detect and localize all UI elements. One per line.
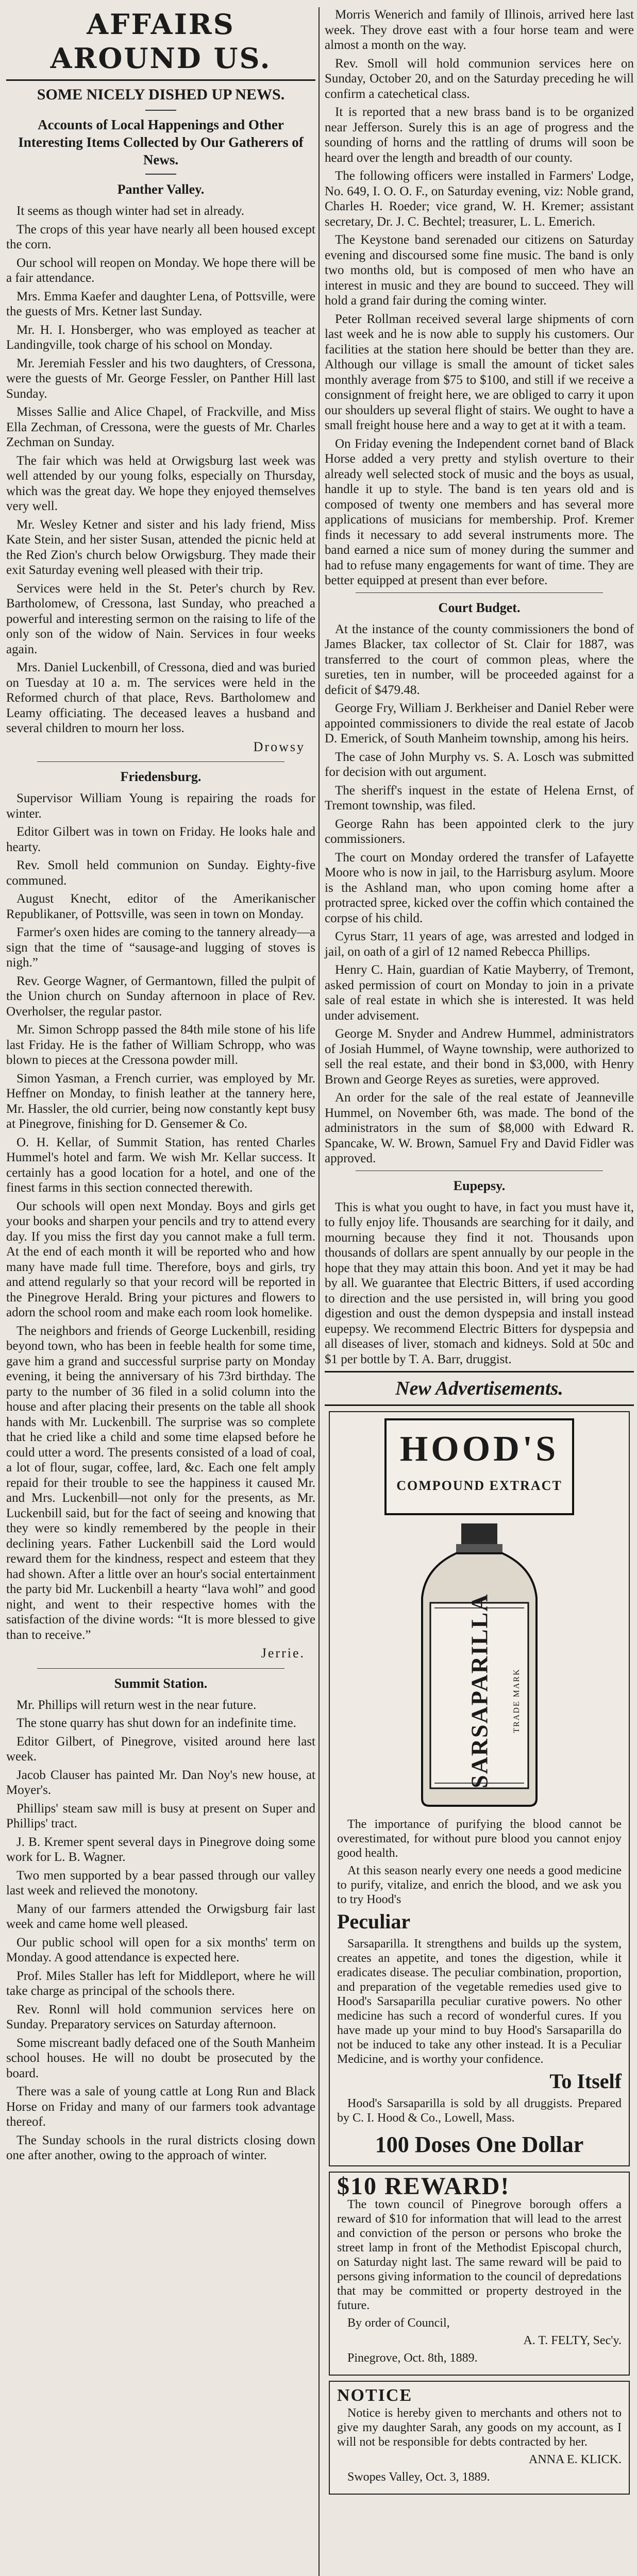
article-paragraph: O. H. Kellar, of Summit Station, has rented Charles Hummel's hotel and farm. We wish Mr. Kellar success. It certainly has a good location for a hotel, and one of the finest farms in this section connected therewith. [6,1135,315,1195]
article-paragraph: Mr. Phillips will return west in the near future. [16,1698,257,1712]
article-paragraph: The sheriff's inquest in the estate of Helena Ernst, of Tremont township, was filed. [325,783,634,812]
divider-tick [145,174,176,175]
article-paragraph: The stone quarry has shut down for an indefinite time. [16,1716,296,1730]
hoods-body-text: At this season nearly every one needs a good medicine to purify, vitalize, and enrich the blood, and we ask you to try Hood's [337,1864,622,1906]
section-heading: Court Budget. [438,600,521,615]
hoods-doses-tagline: 100 Doses One Dollar [375,2132,584,2157]
masthead-subtitle: SOME NICELY DISHED UP NEWS. [37,86,285,103]
article-paragraph: George M. Snyder and Andrew Hummel, administrators of Josiah Hummel, of Wayne township, were authorized to sell the real estate, and their bond in $3,000, with Henry Brown and George Reyes as sureties, were approved. [325,1027,634,1087]
article-paragraph: The Sunday schools in the rural districts closing down one after another, owing to the approach of winter. [6,2133,315,2162]
ads-rule [325,1371,634,1372]
bottle-label-text: SARSAPARILLA [466,1593,493,1788]
hoods-sarsaparilla-ad [329,1411,630,2166]
section-heading: Friedensburg. [120,769,202,784]
article-paragraph: J. B. Kremer spent several days in Pinegrove doing some work for L. B. Wagner. [6,1835,315,1864]
article-paragraph: Editor Gilbert was in town on Friday. He looks hale and hearty. [6,825,315,854]
continued-local-news [325,7,634,588]
notice-signer: ANNA E. KLICK. [529,2453,622,2466]
hoods-body-text: The importance of purifying the blood cannot be overestimated, for without pure blood you cannot enjoy good health. [337,1818,622,1860]
article-paragraph: It seems as though winter had set in already. [16,204,245,218]
panther-valley-section [6,181,315,754]
sarsaparilla-bottle-illustration [394,1520,564,1809]
reward-text: The town council of Pinegrove borough offers a reward of $10 for information that will lead to the arrest and conviction of the person or persons who broke the street lamp in front of the Methodist Episcopal church, on Saturday night last. The same reward will be paid to persons giving information to the council of depredations that may be committed or property destroyed in the future. [337,2197,622,2312]
article-paragraph: Supervisor William Young is repairing the roads for winter. [6,791,315,821]
hoods-logo-box [384,1418,574,1515]
article-paragraph: Our schools will open next Monday. Boys and girls get your books and sharpen your pencils and try to attend every day. If you miss the first day you cannot make a full term. At the end of each month it will be reported who and how many have made full time. Therefore, boys and girls, try and attend regularly so that your record will be reported in the Pinegrove Herald. Bring your pictures and flowers to adorn the school room and make each room look homelike. [6,1199,315,1319]
hoods-brand: HOOD'S [399,1429,559,1469]
article-paragraph: Mr. Jeremiah Fessler and his two daughters, of Cressona, were the guests of Mr. George Fessler, on Panther Hill last Sunday. [6,356,315,401]
eupepsy-section [325,1177,634,1367]
article-paragraph: Mrs. Daniel Luckenbill, of Cressona, died and was buried on Tuesday at 10 a. m. The services were held in the Reformed church of that place, Revs. Bartholomew and Leamy officiating. The deceased leaves a husband and several children to mourn her loss. [6,660,315,735]
masthead-title: AFFAIRS AROUND US. [50,8,272,75]
article-paragraph: It is reported that a new brass band is to be organized near Jefferson. Surely this is an age of progress and the sounding of horns and the rattling of drums will soon be heard over the length and breadth of our county. [325,105,634,165]
section-heading: Eupepsy. [453,1178,506,1193]
masthead-deck: Accounts of Local Happenings and Other Interesting Items Collected by Our Gatherers of News. [18,117,304,167]
article-paragraph: George Rahn has been appointed clerk to the jury commissioners. [325,817,634,846]
article-paragraph: Two men supported by a bear passed through our valley last week and relieved the monotony. [6,1868,315,1897]
section-rule [356,592,603,593]
article-paragraph: Peter Rollman received several large shipments of corn last week and he is now able to supply his customers. Our facilities at the station here should be better than they are. Although our village is small the amount of ticket sales monthly average from $75 to $100, and still if we receive a consignment of freight here, we are obliged to carry it upon our shoulders up several flight of stairs. We ought to have a small freight house here and a way to get at it with a team. [325,312,634,432]
article-paragraph: Services were held in the St. Peter's church by Rev. Bartholomew, of Cressona, last Sunday, who preached a powerful and interesting sermon on the raising to life of the only son of the widow of Nain. Services in four weeks again. [6,581,315,656]
correspondent-signature: Drowsy [253,739,305,754]
right-column [325,7,634,2500]
notice-ad [329,2381,630,2495]
hoods-sold-by: Hood's Sarsaparilla is sold by all druggists. Prepared by C. I. Hood & Co., Lowell, Mass. [337,2097,622,2125]
reward-signer: A. T. FELTY, Sec'y. [523,2333,622,2347]
left-column [6,7,315,2166]
new-advertisements-heading: New Advertisements. [395,1378,563,1399]
article-paragraph: Rev. Ronnl will hold communion services here on Sunday. Preparatory services on Saturday afternoon. [6,2002,315,2031]
hoods-to-itself: To Itself [549,2070,622,2093]
article-paragraph: Prof. Miles Staller has left for Middleport, where he will take charge as principal of the schools there. [6,1969,315,1998]
correspondent-signature: Jerrie. [261,1646,305,1660]
article-paragraph: This is what you ought to have, in fact you must have it, to fully enjoy life. Thousands are searching for it daily, and mourning because they find it not. Thousands upon thousands of dollars are spent annually by our people in the hope that they may attain this boon. And yet it may be had by all. We guarantee that Electric Bitters, if used according to direction and the use persisted in, will bring you good digestion and oust the demon dyspepsia and install instead eupepsy. We recommend Electric Bitters for dyspepsia and all diseases of liver, stomach and kidneys. Sold at 50c and $1 per bottle by T. A. Barr, druggist. [325,1200,634,1366]
article-paragraph: Rev. Smoll held communion on Sunday. Eighty-five communed. [6,858,315,888]
section-rule [37,761,284,762]
masthead-rule [6,79,315,81]
article-paragraph: Mrs. Emma Kaefer and daughter Lena, of Pottsville, were the guests of Mrs. Ketner last Sunday. [6,289,315,318]
article-paragraph: The following officers were installed in Farmers' Lodge, No. 649, I. O. O. F., on Saturday evening, viz: Noble grand, Charles H. Roeder; vice grand, W. H. Kremer; assistant secretary, Dr. J. C. Bechtel; treasurer, L. L. Emerich. [325,169,634,229]
reward-by-order: By order of Council, [347,2316,450,2330]
article-paragraph: Mr. Wesley Ketner and sister and his lady friend, Miss Kate Stein, and her sister Susan, attended the picnic held at the Red Zion's church below Orwigsburg. They made their exit Saturday evening well pleased with their trip. [6,517,315,577]
article-paragraph: At the instance of the county commissioners the bond of James Blacker, tax collector of St. Clair for 1887, was transferred to the court of common pleas, where the sureties, ten in number, will be proceeded against for a deficit of $479.48. [325,622,634,697]
section-rule [37,1668,284,1669]
notice-date: Swopes Valley, Oct. 3, 1889. [347,2470,490,2484]
divider-tick [145,110,176,111]
article-paragraph: Some miscreant badly defaced one of the South Manheim school houses. He will no doubt be prosecuted by the board. [6,2036,315,2080]
article-paragraph: An order for the sale of the real estate of Jeanneville Hummel, on November 6th, was made. The bond of the administrators in the sum of $8,000 with Edward R. Spancake, W. W. Brown, Samuel Fry and David Fidler was approved. [325,1091,634,1165]
article-paragraph: George Fry, William J. Berkheiser and Daniel Reber were appointed commissioners to divide the real estate of Jacob D. Emerick, of South Manheim township, among his heirs. [325,701,634,745]
notice-text: Notice is hereby given to merchants and others not to give my daughter Sarah, any goods on my account, as I will not be responsible for debts contracted by her. [337,2406,622,2449]
reward-headline: $10 REWARD! [337,2173,510,2200]
article-paragraph: Our school will reopen on Monday. We hope there will be a fair attendance. [6,256,315,285]
article-paragraph: The case of John Murphy vs. S. A. Losch was submitted for decision with out argument. [325,750,634,779]
article-paragraph: Editor Gilbert, of Pinegrove, visited around here last week. [6,1734,315,1764]
article-paragraph: On Friday evening the Independent cornet band of Black Horse added a very pretty and stylish overture to their already well selected stock of music and the boys as usual, handle it up to style. The band is ten years old and is composed of twenty one members and has several more applications of musicians for membership. Prof. Kremer finds it necessary to add several instruments more. The band earned a nice sum of money during the summer and had to refuse many engagements for want of time. They are better equipped at present than ever before. [325,436,634,587]
section-heading: Panther Valley. [117,182,205,197]
article-paragraph: August Knecht, editor of the Amerikanischer Republikaner, of Pottsville, was seen in town on Monday. [6,892,315,921]
article-paragraph: Phillips' steam saw mill is busy at present on Super and Phillips' tract. [6,1801,315,1831]
article-paragraph: The Keystone band serenaded our citizens on Saturday evening and discoursed some fine music. The band is only two months old, but is composed of men who have an interest in music and they are bound to succeed. They will hold a grand fair during the coming winter. [325,233,634,308]
friedensburg-section [6,768,315,1661]
article-paragraph: There was a sale of young cattle at Long Run and Black Horse on Friday and many of our farmers took advantage thereof. [6,2084,315,2129]
summit-station-section [6,1675,315,2163]
hoods-peculiar-word: Peculiar [337,1910,411,1933]
article-paragraph: Rev. George Wagner, of Germantown, filled the pulpit of the Union church on Sunday afternoon in place of Rev. Overholser, the regular pastor. [6,974,315,1019]
article-paragraph: Morris Wenerich and family of Illinois, arrived here last week. They drove east with a four horse team and were almost a month on the way. [325,8,634,52]
hoods-body-text: Sarsaparilla. It strengthens and builds up the system, creates an appetite, and tones the digestion, while it eradicates disease. The peculiar combination, proportion, and preparation of the vegetable remedies used give to Hood's Sarsaparilla peculiar curative powers. No other medicine has such a record of wonderful cures. If you have made up your mind to buy Hood's Sarsaparilla do not be induced to take any other instead. It is a Peculiar Medicine, and is worthy your confidence. [337,1937,622,2066]
article-paragraph: Jacob Clauser has painted Mr. Dan Noy's new house, at Moyer's. [6,1768,315,1797]
section-heading: Summit Station. [114,1675,208,1691]
reward-date: Pinegrove, Oct. 8th, 1889. [347,2351,478,2365]
article-paragraph: Henry C. Hain, guardian of Katie Mayberry, of Tremont, asked permission of court on Monday to join in a private sale of real estate in which she is interested. It was held under advisement. [325,963,634,1023]
article-paragraph: Many of our farmers attended the Orwigsburg fair last week and came home well pleased. [6,1902,315,1931]
article-paragraph: The crops of this year have nearly all been housed except the corn. [6,222,315,251]
court-budget-section [325,599,634,1166]
reward-notice-ad [329,2172,630,2376]
article-paragraph: Farmer's oxen hides are coming to the tannery already—a sign that the time of “sausage-and lugging of stoves is nigh.” [6,925,315,970]
column-divider [318,7,320,2576]
article-paragraph: Misses Sallie and Alice Chapel, of Frackville, and Miss Ella Zechman, of Cressona, were the guests of Mr. Charles Zechman on Sunday. [6,405,315,449]
article-paragraph: The court on Monday ordered the transfer of Lafayette Moore who is now in jail, to the Harrisburg asylum. Moore is the Ashland man, who upon coming home after a protracted spree, kicked over the coffin which contained the corpse of his child. [325,850,634,925]
ads-rule [325,1404,634,1406]
article-paragraph: The neighbors and friends of George Luckenbill, residing beyond town, who has been in feeble health for some time, gave him a grand and successful surprise party on Monday evening, it being the anniversary of his 73rd birthday. The party to the number of 36 filed in a solid column into the house and after placing their presents on the table all shook hands with Mr. Luckenbill. The surprise was so complete that he cried like a child and some time elapsed before he could utter a word. The presents consisted of a load of coal, a lot of flour, sugar, coffee, lard, &c. Each one felt amply repaid for their trouble to see the happiness it caused Mr. and Mrs. Luckenbill—not only for the presents, as Mr. Luckenbill said, but for the fact of seeing and knowing that they were so kindly remembered by the people in their declining years. Father Luckenbill said the Lord would reward them for the kindness, respect and esteem that they had shown. After a little over an hour's social entertainment the party bid Mr. Luckenbill a hearty “lava wohl” and good night, and went to their respective homes with the satisfaction of the divine words: “It is more blessed to give than to receive.” [6,1324,315,1642]
article-paragraph: Cyrus Starr, 11 years of age, was arrested and lodged in jail, on oath of a girl of 12 named Rebecca Phillips. [325,929,634,959]
article-paragraph: Rev. Smoll will hold communion services here on Sunday, October 20, and on the Saturday preceding he will confirm a catechetical class. [325,56,634,101]
article-paragraph: Simon Yasman, a French currier, was employed by Mr. Heffner on Monday, to finish leather at the tannery here, Mr. Hassler, the old currier, being now constantly kept busy at Pinegrove, finishing for D. Gensemer & Co. [6,1071,315,1131]
article-paragraph: Mr. H. I. Honsberger, who was employed as teacher at Landingville, took charge of his school on Monday. [6,323,315,352]
hoods-compound-label: COMPOUND EXTRACT [396,1478,562,1493]
article-paragraph: The fair which was held at Orwigsburg last week was well attended by our young folks, especially on Thursday, which was the great day. We hope they enjoyed themselves very well. [6,453,315,513]
article-paragraph: Our public school will open for a six months' term on Monday. A good attendance is expected here. [6,1935,315,1964]
notice-headline: NOTICE [337,2385,413,2405]
bottle-trade-mark: TRADE MARK [512,1668,521,1733]
article-paragraph: Mr. Simon Schropp passed the 84th mile stone of his life last Friday. He is the father of William Schropp, who was blown to pieces at the Cressona powder mill. [6,1023,315,1067]
